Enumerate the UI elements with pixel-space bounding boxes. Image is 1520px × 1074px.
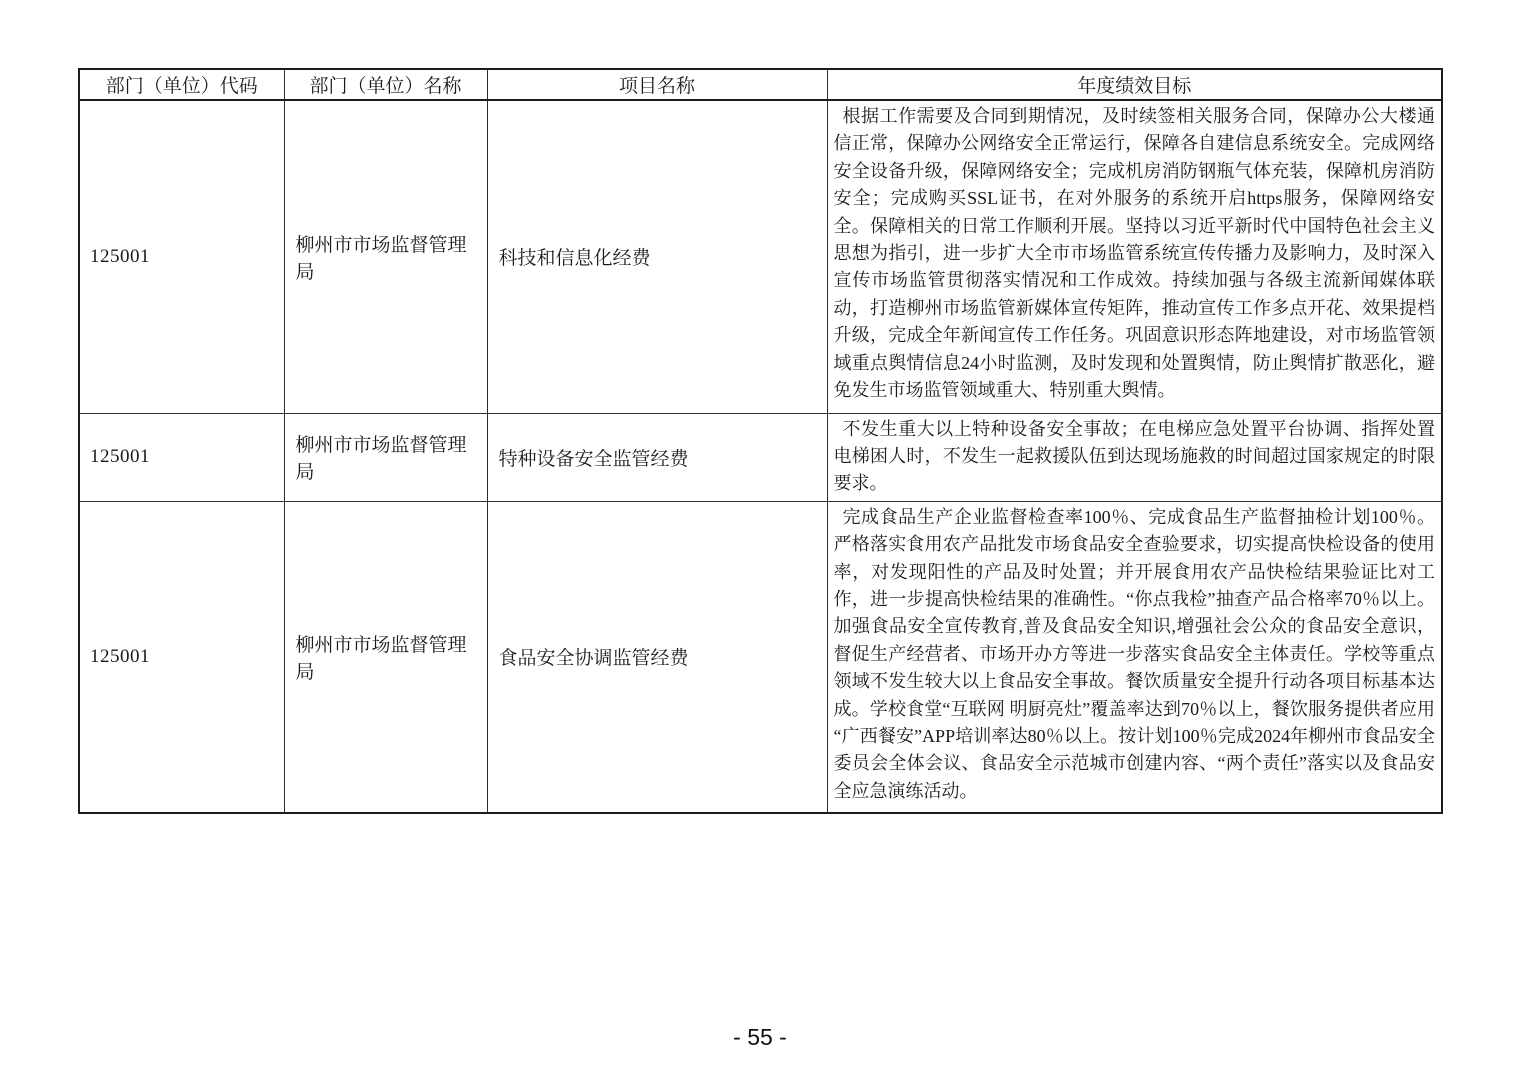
cell-project-name: 特种设备安全监管经费 bbox=[487, 413, 827, 501]
page-number: - 55 - bbox=[733, 1024, 787, 1050]
col-header-project-name: 项目名称 bbox=[487, 69, 827, 100]
cell-project-name: 科技和信息化经费 bbox=[487, 100, 827, 413]
cell-performance-target: 根据工作需要及合同到期情况，及时续签相关服务合同，保障办公大楼通信正常，保障办公网络安全正常运行，保障各自建信息系统安全。完成网络安全设备升级，保障网络安全；完成机房消防钢瓶气体充装，保障机房消防安全；完成购买SSL证书，在对外服务的系统开启https服务，保障网络安全。保障相关的日常工作顺利开展。坚持以习近平新时代中国特色社会主义思想为指引，进一步扩大全市市场监管系统宣传传播力及影响力，及时深入宣传市场监管贯彻落实情况和工作成效。持续加强与各级主流新闻媒体联动，打造柳州市场监管新媒体宣传矩阵，推动宣传工作多点开花、效果提档升级，完成全年新闻宣传工作任务。巩固意识形态阵地建设，对市场监管领域重点舆情信息24小时监测，及时发现和处置舆情，防止舆情扩散恶化，避免发生市场监管领域重大、特别重大舆情。 bbox=[827, 100, 1442, 413]
cell-code: 125001 bbox=[79, 501, 284, 813]
cell-dept-name: 柳州市市场监督管理局 bbox=[284, 413, 487, 501]
cell-code: 125001 bbox=[79, 100, 284, 413]
col-header-code: 部门（单位）代码 bbox=[79, 69, 284, 100]
cell-dept-name: 柳州市市场监督管理局 bbox=[284, 100, 487, 413]
col-header-dept-name: 部门（单位）名称 bbox=[284, 69, 487, 100]
table-row bbox=[79, 100, 1442, 413]
col-header-performance-target: 年度绩效目标 bbox=[827, 69, 1442, 100]
cell-performance-target: 不发生重大以上特种设备安全事故；在电梯应急处置平台协调、指挥处置电梯困人时，不发生一起救援队伍到达现场施救的时间超过国家规定的时限要求。 bbox=[827, 413, 1442, 501]
cell-performance-target: 完成食品生产企业监督检查率100％、完成食品生产监督抽检计划100％。严格落实食用农产品批发市场食品安全查验要求，切实提高快检设备的使用率，对发现阳性的产品及时处置；并开展食用农产品快检结果验证比对工作，进一步提高快检结果的准确性。“你点我检”抽查产品合格率70％以上。加强食品安全宣传教育,普及食品安全知识,增强社会公众的食品安全意识，督促生产经营者、市场开办方等进一步落实食品安全主体责任。学校等重点领域不发生较大以上食品安全事故。餐饮质量安全提升行动各项目标基本达成。学校食堂“互联网 明厨亮灶”覆盖率达到70％以上，餐饮服务提供者应用“广西餐安”APP培训率达80％以上。按计划100％完成2024年柳州市食品安全委员会全体会议、食品安全示范城市创建内容、“两个责任”落实以及食品安全应急演练活动。 bbox=[827, 501, 1442, 813]
performance-table bbox=[78, 68, 1443, 814]
cell-code: 125001 bbox=[79, 413, 284, 501]
cell-project-name: 食品安全协调监管经费 bbox=[487, 501, 827, 813]
table-row bbox=[79, 501, 1442, 813]
cell-dept-name: 柳州市市场监督管理局 bbox=[284, 501, 487, 813]
table-header-row bbox=[79, 69, 1442, 100]
table-row bbox=[79, 413, 1442, 501]
